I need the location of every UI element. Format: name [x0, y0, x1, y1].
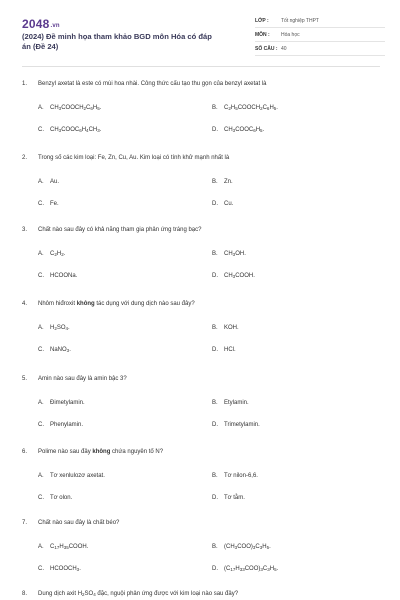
meta-value: 40 [281, 45, 287, 52]
option-letter: C. [38, 566, 44, 572]
option-letter: D. [212, 347, 218, 353]
answer-option-b[interactable] [212, 544, 271, 550]
question-text [22, 376, 127, 382]
document-meta [255, 14, 385, 56]
question-body: Amin nào sau đây là amin bậc 3? [38, 376, 127, 382]
option-letter: B. [212, 251, 218, 257]
answer-option-a[interactable] [38, 179, 59, 185]
answer-option-a[interactable] [38, 473, 105, 479]
question-number: 5. [22, 376, 28, 382]
option-text: $CH_3COOC_6H_4CH_3$. [50, 127, 102, 133]
answer-option-a[interactable] [38, 325, 70, 331]
answer-option-d[interactable] [212, 347, 236, 353]
logo-tld: .vn [50, 23, 60, 29]
meta-row-class [255, 14, 385, 28]
option-text: Cu. [224, 201, 234, 207]
logo-text: 2048 [22, 17, 50, 31]
option-text: $CH_3COOCH_2C_6H_5$. [50, 105, 102, 111]
option-letter: D. [212, 127, 218, 133]
option-letter: B. [212, 544, 218, 550]
option-text: Tơ xenlulozơ axetat. [50, 473, 105, 479]
option-letter: D. [212, 273, 218, 279]
option-text: Phenylamin. [50, 422, 84, 428]
question-body: Trong số các kim loại: Fe, Zn, Cu, Au. Kim loại có tính khử mạnh nhất là [38, 155, 230, 161]
option-text: Etylamin. [224, 400, 249, 406]
option-text: Au. [50, 179, 60, 185]
question-text [22, 81, 267, 87]
answer-option-d[interactable] [212, 127, 264, 133]
meta-value: Tốt nghiệp THPT [281, 17, 319, 24]
option-letter: A. [38, 544, 44, 550]
answer-option-d[interactable] [212, 495, 245, 501]
option-text: $C_2H_5COOCH_2C_6H_5$. [224, 105, 278, 111]
question-number: 3. [22, 227, 28, 233]
answer-option-c[interactable] [38, 347, 71, 353]
option-letter: A. [38, 251, 44, 257]
option-letter: D. [212, 422, 218, 428]
answer-option-b[interactable] [212, 105, 278, 111]
question-number: 7. [22, 520, 28, 526]
option-text: Tơ tằm. [224, 495, 245, 501]
question-body: Chất nào sau đây là chất béo? [38, 520, 120, 526]
option-text: Tơ olon. [50, 495, 73, 501]
question-body: Nhôm hiđroxit không tác dụng với dung dịch nào sau đây? [38, 301, 195, 307]
option-text: $C_{17}H_{35}COOH$. [50, 544, 89, 550]
answer-option-b[interactable] [212, 251, 246, 257]
answer-option-b[interactable] [212, 179, 233, 185]
answer-option-c[interactable] [38, 201, 59, 207]
option-letter: C. [38, 347, 44, 353]
meta-row-subject [255, 28, 385, 42]
answer-option-d[interactable] [212, 273, 255, 279]
answer-option-c[interactable] [38, 566, 81, 572]
question-body: Dung dịch axit $H_2SO_4$ đặc, nguội phản ứng được với kim loại nào sau đây? [38, 591, 239, 597]
meta-key: SỐ CÂU : [255, 45, 278, 52]
document-title: (2024) Đề minh họa tham khảo BGD môn Hóa có đáp án (Đề 24) [22, 32, 212, 51]
option-letter: B. [212, 400, 218, 406]
meta-key: LỚP : [255, 17, 269, 24]
option-letter: A. [38, 179, 44, 185]
question-text [22, 520, 119, 526]
option-text: $CH_3COOC_6H_5$. [224, 127, 265, 133]
answer-option-b[interactable] [212, 325, 239, 331]
answer-option-c[interactable] [38, 495, 72, 501]
option-text: NaNO$_3$. [50, 347, 71, 353]
question-number: 1. [22, 81, 28, 87]
answer-option-a[interactable] [38, 544, 88, 550]
answer-option-a[interactable] [38, 105, 101, 111]
document-header [0, 0, 400, 62]
meta-key: MÔN : [255, 31, 270, 38]
option-text: Fe. [50, 201, 59, 207]
answer-option-c[interactable] [38, 273, 77, 279]
option-text: $(C_{17}H_{33}COO)_3C_3H_5$. [224, 566, 279, 572]
question-number: 2. [22, 155, 28, 161]
option-text: $CH_3OH$. [224, 251, 246, 257]
answer-option-d[interactable] [212, 201, 233, 207]
question-text [22, 155, 229, 161]
option-text: $H_2SO_4$. [50, 325, 70, 331]
option-letter: C. [38, 273, 44, 279]
option-text: KOH. [224, 325, 239, 331]
answer-option-a[interactable] [38, 400, 85, 406]
answer-option-b[interactable] [212, 473, 258, 479]
option-letter: B. [212, 179, 218, 185]
option-letter: B. [212, 105, 218, 111]
question-number: 8. [22, 591, 28, 597]
option-text: $(CH_3COO)_3C_3H_5$. [224, 544, 271, 550]
option-text: $CH_3COOH$. [224, 273, 255, 279]
option-text: Đimetylamin. [50, 400, 85, 406]
answer-option-c[interactable] [38, 127, 101, 133]
option-letter: C. [38, 422, 44, 428]
option-text: HCOONa. [50, 273, 78, 279]
meta-row-count [255, 42, 385, 56]
question-number: 4. [22, 301, 28, 307]
option-text: Tơ nilon-6,6. [224, 473, 258, 479]
question-text [22, 301, 195, 307]
answer-option-d[interactable] [212, 422, 260, 428]
option-letter: A. [38, 400, 44, 406]
question-text [22, 227, 201, 233]
question-body: Polime nào sau đây không chứa nguyên tố N? [38, 449, 164, 455]
answer-option-c[interactable] [38, 422, 83, 428]
question-body: Benzyl axetat là este có mùi hoa nhài. Công thức cấu tạo thu gọn của benzyl axetat là [38, 81, 267, 87]
option-letter: A. [38, 325, 44, 331]
option-letter: D. [212, 201, 218, 207]
meta-value: Hóa học [281, 31, 300, 38]
site-logo[interactable] [22, 17, 60, 31]
question-number: 6. [22, 449, 28, 455]
header-divider [22, 66, 380, 67]
option-letter: D. [212, 495, 218, 501]
option-letter: C. [38, 495, 44, 501]
option-text: $C_2H_2$. [50, 251, 66, 257]
option-text: $HCOOCH_3$. [50, 566, 81, 572]
option-letter: C. [38, 201, 44, 207]
question-body: Chất nào sau đây có khả năng tham gia phản ứng tráng bạc? [38, 227, 202, 233]
option-letter: D. [212, 566, 218, 572]
option-letter: B. [212, 473, 218, 479]
answer-option-b[interactable] [212, 400, 249, 406]
option-letter: C. [38, 127, 44, 133]
option-text: Trimetylamin. [224, 422, 260, 428]
answer-option-d[interactable] [212, 566, 278, 572]
answer-option-a[interactable] [38, 251, 65, 257]
option-letter: A. [38, 473, 44, 479]
option-text: HCl. [224, 347, 236, 353]
option-text: Zn. [224, 179, 233, 185]
question-text [22, 449, 163, 455]
question-text [22, 591, 238, 597]
option-letter: B. [212, 325, 218, 331]
option-letter: A. [38, 105, 44, 111]
